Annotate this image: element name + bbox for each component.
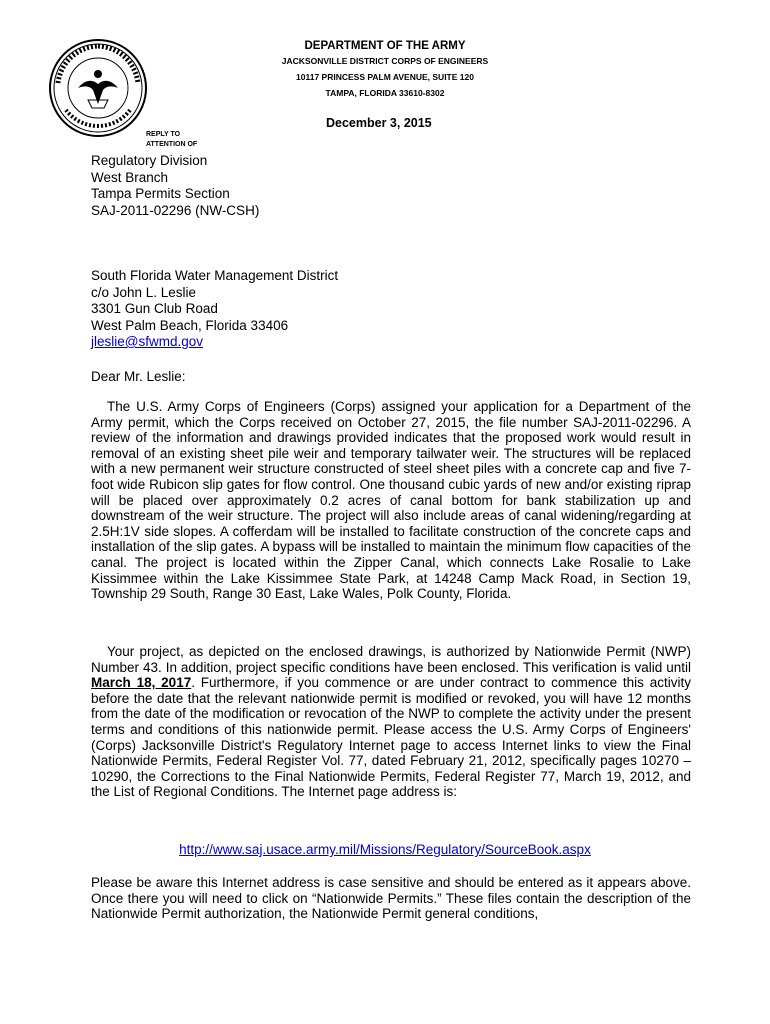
office-line: Tampa Permits Section — [91, 186, 230, 201]
paragraph-2-text: Your project, as depicted on the enclosed drawings, is authorized by Nationwide Permit (NWP) Number 43. In addition, project specific conditions have been enclosed. This verification is valid until — [91, 644, 691, 675]
paragraph-2-text-cont: . Furthermore, if you commence or are under contract to commence this activity before the date that the relevant nationwide permit is modified or revoked, you will have 12 months from the date of the modification or revocation of the NWP to complete the activity under the present terms and conditions of this nationwide permit. Please access the U.S. Army Corps of Engineers' (Corps) Jacksonville District's Regulatory Internet page to access Internet links to view the Final Nationwide Permits, Federal Register Vol. 77, dated February 21, 2012, specifically pages 10270 – 10290, the Corrections to the Final Nationwide Permits, Federal Register 77, March 19, 2012, and the List of Regional Conditions. The Internet page address is: — [91, 675, 692, 800]
valid-until-date: March 18, 2017 — [91, 675, 192, 691]
sourcebook-url-line — [0, 842, 770, 857]
office-line: West Branch — [91, 169, 169, 185]
paragraph-2 — [91, 644, 691, 800]
office-block — [91, 153, 259, 219]
addressee-line: West Palm Beach, Florida 33406 — [91, 317, 289, 333]
salutation: Dear Mr. Leslie: — [91, 369, 186, 384]
addressee-line: c/o John L. Leslie — [91, 284, 197, 300]
addressee-line: South Florida Water Management District — [91, 268, 339, 283]
letterhead-street: 10117 PRINCESS PALM AVENUE, SUITE 120 — [296, 72, 474, 82]
file-number: SAJ-2011-02296 (NW-CSH) — [91, 202, 260, 218]
sourcebook-url-link[interactable]: http://www.saj.usace.army.mil/Missions/Regulatory/SourceBook.aspx — [179, 842, 591, 857]
addressee-email-link[interactable]: jleslie@sfwmd.gov — [91, 334, 203, 349]
letterhead-district: JACKSONVILLE DISTRICT CORPS OF ENGINEERS — [281, 56, 489, 66]
paragraph-1 — [91, 399, 691, 602]
reply-to-line: REPLY TO — [146, 131, 181, 138]
paragraph-1-text: The U.S. Army Corps of Engineers (Corps) assigned your application for a Department of the Army permit, which the Corps received on October 27, 2015, the file number SAJ-2011-02296. A review of the information and drawings provided indicates that the proposed work would result in removal of an existing sheet pile weir and temporary tailwater weir. The structures will be replaced with a new permanent weir structure constructed of steel sheet piles with a concrete cap and five 7-foot wide Rubicon slip gates for flow control. One thousand cubic yards of new and/or existing riprap will be placed over approximately 0.2 acres of canal bottom for bank stabilization up and downstream of the weir structure. The project will also include areas of canal widening/regarding at 2.5H:1V side slopes. A cofferdam will be installed to facilitate construction of the concrete caps and installation of the slip gates. A bypass will be installed to maintain the minimum flow capacities of the canal. The project is located within the Zipper Canal, which connects Lake Rosalie to Lake Kissimmee within the Lake Kissimmee State Park, at 14248 Camp Mack Road, in Section 19, Township 29 South, Range 30 East, Lake Wales, Polk County, Florida. — [91, 399, 691, 602]
letter-date: December 3, 2015 — [326, 116, 432, 130]
addressee-line: 3301 Gun Club Road — [91, 301, 218, 316]
addressee-block — [91, 268, 338, 351]
attention-of-line: ATTENTION OF — [146, 141, 198, 148]
paragraph-3: Please be aware this Internet address is case sensitive and should be entered as it appears above. Once there you will need to click on “Nationwide Permits.” These files contain the description of the Nationwide Permit authorization, the Nationwide Permit general conditions, — [91, 875, 691, 922]
office-line: Regulatory Division — [91, 153, 208, 168]
reply-to-label — [146, 130, 197, 150]
letterhead-department: DEPARTMENT OF THE ARMY — [304, 40, 466, 52]
letterhead-city: TAMPA, FLORIDA 33610-8302 — [325, 88, 445, 98]
